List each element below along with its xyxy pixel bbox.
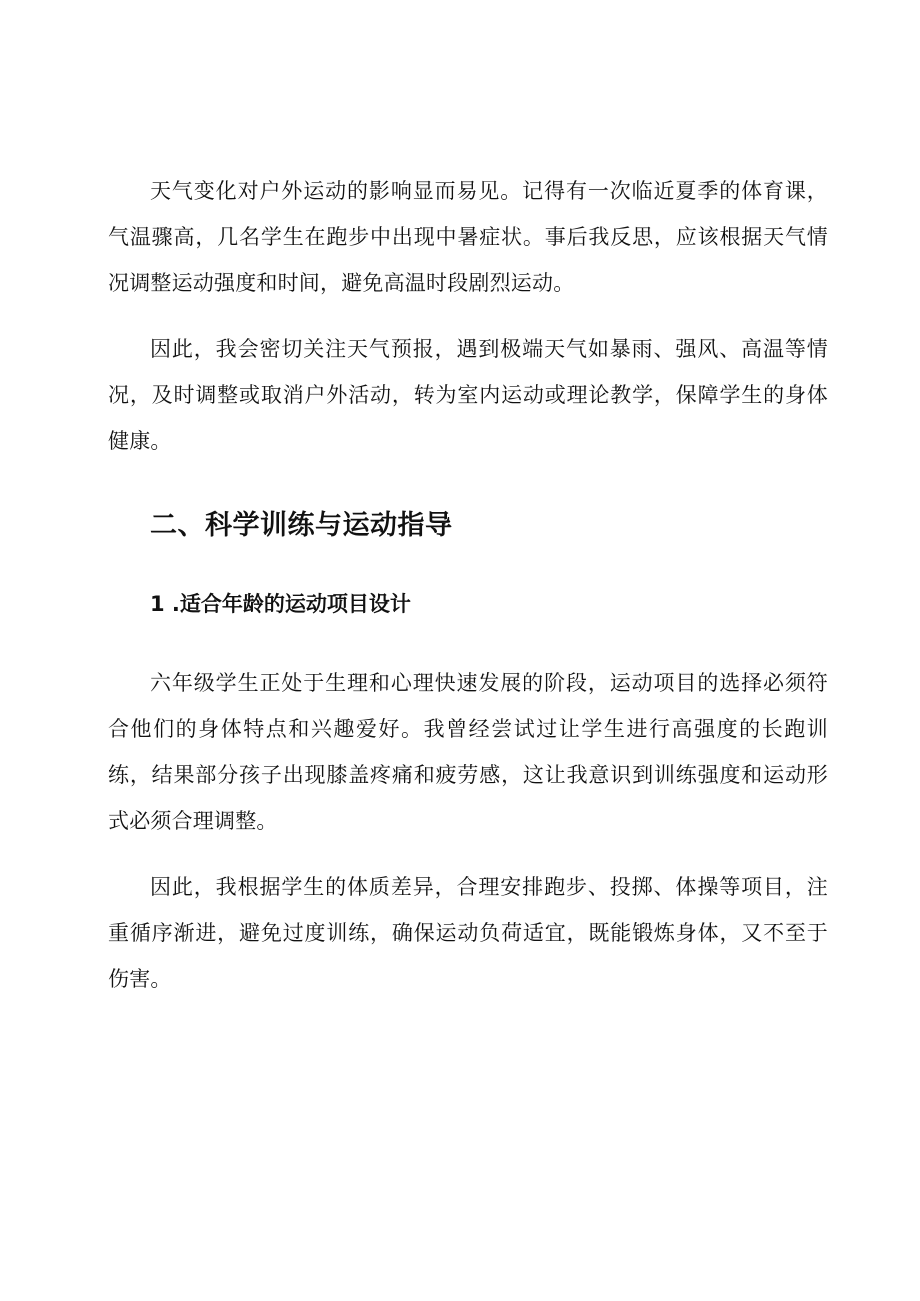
paragraph-training-plan: 因此，我根据学生的体质差异，合理安排跑步、投掷、体操等项目，注重循序渐进，避免过度训练，确保运动负荷适宜，既能锻炼身体，又不至于伤害。 [108, 875, 828, 991]
paragraph-weather-impact: 天气变化对户外运动的影响显而易见。记得有一次临近夏季的体育课，气温骤高，几名学生在跑步中出现中暑症状。事后我反思，应该根据天气情况调整运动强度和时间，避免高温时段剧烈运动。 [108, 179, 828, 295]
subsection-heading: 1 .适合年龄的运动项目设计 [150, 592, 411, 616]
paragraph-age-appropriate: 六年级学生正处于生理和心理快速发展的阶段，运动项目的选择必须符合他们的身体特点和兴趣爱好。我曾经尝试过让学生进行高强度的长跑训练，结果部分孩子出现膝盖疼痛和疲劳感，这让我意识到训练强度和运动形式必须合理调整。 [108, 671, 828, 833]
section-heading: 二、科学训练与运动指导 [150, 510, 453, 541]
document-body [108, 168, 828, 1002]
paragraph-weather-response: 因此，我会密切关注天气预报，遇到极端天气如暴雨、强风、高温等情况，及时调整或取消户外活动，转为室内运动或理论教学，保障学生的身体健康。 [108, 337, 828, 453]
